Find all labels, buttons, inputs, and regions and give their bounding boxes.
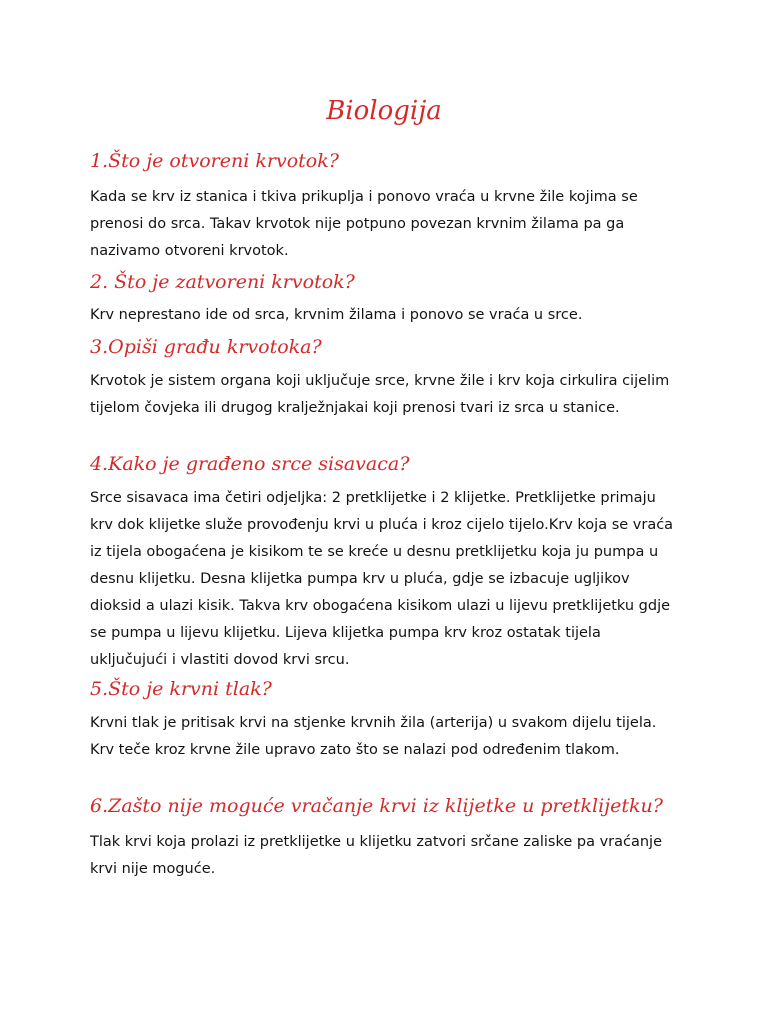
answer-2-text: Krv neprestano ide od srca, krvnim žilama i ponovo se vraća u srce.	[90, 307, 583, 323]
question-3-heading: 3.Opiši građu krvotoka?	[90, 336, 322, 358]
question-2-heading: 2. Što je zatvoreni krvotok?	[90, 271, 355, 293]
answer-5-text: Krvni tlak je pritisak krvi na stjenke krvnih žila (arterija) u svakom dijelu tijela. Krv teče kroz krvne žile upravo zato što se nalazi pod određenim tlakom.	[90, 715, 657, 758]
answer-6-text: Tlak krvi koja prolazi iz pretklijetke u klijetku zatvori srčane zaliske pa vraćanje krvi nije moguće.	[90, 834, 662, 877]
question-5-heading: 5.Što je krvni tlak?	[90, 678, 272, 700]
answer-1-text: Kada se krv iz stanica i tkiva prikuplja i ponovo vraća u krvne žile kojima se prenosi do srca. Takav krvotok nije potpuno povezan krvnim žilama pa ga nazivamo otvoreni krvotok.	[90, 189, 638, 259]
answer-4-text: Srce sisavaca ima četiri odjeljka: 2 pretklijetke i 2 klijetke. Pretklijetke primaju krv dok klijetke služe provođenju krvi u pluća i kroz cijelo tijelo.Krv koja se vraća iz tijela obogaćena je kisikom te se kreće u desnu pretklijetku koja ju pumpa u desnu klijetku. Desna klijetka pumpa krv u pluća, gdje se izbacuje ugljikov dioksid a ulazi kisik. Takva krv obogaćena kisikom ulazi u lijevu pretklijetku gdje se pumpa u lijevu klijetku. Lijeva klijetka pumpa krv kroz ostatak tijela uključujući i vlastiti dovod krvi srcu.	[90, 490, 674, 668]
question-4-heading: 4.Kako je građeno srce sisavaca?	[90, 453, 410, 475]
question-1-heading: 1.Što je otvoreni krvotok?	[90, 150, 339, 172]
answer-3-text: Krvotok je sistem organa koji uključuje srce, krvne žile i krv koja cirkulira cijelim tijelom čovjeka ili drugog kralježnjakai koji prenosi tvari iz srca u stanice.	[90, 373, 670, 416]
question-6-heading: 6.Zašto nije moguće vračanje krvi iz klijetke u pretklijetku?	[90, 795, 663, 817]
document-title: Biologija	[326, 96, 442, 126]
